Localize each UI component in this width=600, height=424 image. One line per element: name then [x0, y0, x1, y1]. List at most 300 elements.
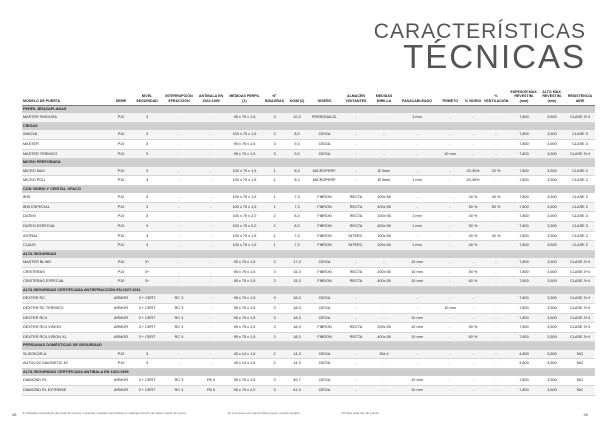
table-cell: 100x 55 [371, 241, 397, 251]
table-cell: 7,3 [286, 202, 308, 212]
table-cell: - [437, 221, 463, 231]
table-cell: 10 mm [397, 385, 437, 395]
column-header: ALMACÉN VISITANTES [345, 94, 367, 103]
column-header: DISEÑO [317, 98, 332, 103]
section-row [22, 250, 595, 258]
table-cell: 3,500 [539, 193, 565, 202]
table-cell: 45 x 14 x 1,5 [226, 350, 263, 359]
table-cell: Ø 3mm [371, 167, 397, 176]
table-cell: 50 % [463, 221, 483, 231]
table-cell: FIBRON [308, 323, 341, 333]
table-cell: - [162, 149, 196, 159]
table-cell: - [371, 140, 397, 150]
table-cell: 50 % [463, 323, 483, 333]
table-cell: P10 [110, 130, 132, 139]
table-cell: - [437, 113, 463, 122]
table-cell: RECTA [341, 193, 371, 202]
table-cell: - [437, 167, 463, 176]
table-cell: 400x 55 [371, 332, 397, 342]
table-cell: 1 mm [397, 212, 437, 222]
table-cell: - [463, 258, 483, 267]
table-cell: - [196, 303, 226, 313]
column-header: RESISTENCIA AIRE [567, 94, 593, 103]
table-cell: 3,500 [539, 323, 565, 333]
table-cell: 95 x 75 x 1,5 [226, 267, 263, 277]
table-cell: - [483, 140, 509, 150]
table-cell: 40 % [463, 241, 483, 251]
table-cell: - [483, 376, 509, 385]
table-cell: 3,500 [539, 332, 565, 342]
table-cell: P10 [110, 113, 132, 122]
table-cell: 100x 55 [371, 231, 397, 241]
table-cell: - [341, 294, 371, 303]
footnote: (1) Medidas orientativas del perfil de la lama. Consultar medidas específicas en catálogo técnico de cada modelo de puerta. [22, 411, 187, 415]
table-cell: 7,800 [509, 323, 539, 333]
table-cell: - [437, 323, 463, 333]
table-cell: - [341, 376, 371, 385]
table-cell: - [483, 130, 509, 139]
model-name: CRISTERAS [22, 267, 110, 277]
table-row [22, 350, 595, 359]
table-cell: 14,3 [286, 359, 308, 369]
table-row [22, 294, 595, 303]
table-row [22, 303, 595, 313]
table-cell: NIC [565, 359, 595, 369]
table-cell: 40 % [483, 231, 509, 241]
table-cell: 4,800 [509, 350, 539, 359]
table-cell: 10 mm [397, 376, 437, 385]
table-cell: 3,500 [539, 376, 565, 385]
column-header: Nº BISAGRAS [265, 94, 284, 103]
table-cell: - [483, 221, 509, 231]
table-cell: 3 [263, 313, 286, 323]
table-cell: P10 [110, 221, 132, 231]
table-cell: 3 [132, 176, 162, 186]
table-cell: - [162, 258, 196, 267]
table-cell: P10 [110, 202, 132, 212]
table-cell: 400x 55 [371, 221, 397, 231]
section-title: CIEGAS [22, 123, 595, 131]
table-cell: - [162, 231, 196, 241]
table-cell: 95 x 75 x 1,5 [226, 277, 263, 287]
table-cell: CLASE 3 [565, 212, 595, 222]
table-cell: 2 [263, 221, 286, 231]
table-cell: - [437, 277, 463, 287]
table-cell: 7,800 [509, 313, 539, 323]
table-cell: RECTA [341, 267, 371, 277]
table-cell: 35x 4 [371, 350, 397, 359]
footnote: (2) Los pesos son aproximados según modelo elegido. [227, 411, 301, 415]
table-cell: 100 x 75 x 1,5 [226, 241, 263, 251]
table-cell: - [463, 313, 483, 323]
table-cell: 100 x 75 x 1,5 [226, 202, 263, 212]
table-cell: 3 [132, 202, 162, 212]
table-cell: - [341, 130, 371, 139]
table-cell: - [437, 385, 463, 395]
table-cell: - [437, 176, 463, 186]
section-title: PERFIL BRAZAPLANAS [22, 106, 595, 114]
table-cell: 7,800 [509, 303, 539, 313]
table-cell: - [463, 385, 483, 395]
table-cell: 400x 55 [371, 202, 397, 212]
table-cell: FIBRON [308, 212, 341, 222]
table-row [22, 193, 595, 202]
table-cell: CIEGA [308, 140, 341, 150]
table-cell: - [397, 294, 437, 303]
table-cell: - [196, 149, 226, 159]
table-cell: - [371, 313, 397, 323]
table-cell: 100 x 75 x 1,5 [226, 167, 263, 176]
table-cell: 15,3 [286, 277, 308, 287]
table-cell: 60 % [463, 277, 483, 287]
table-cell: 3+ [132, 277, 162, 287]
table-cell: - [341, 303, 371, 313]
table-cell: 3 [132, 130, 162, 139]
table-cell: - [483, 323, 509, 333]
table-cell: 7,800 [509, 258, 539, 267]
table-cell: - [341, 140, 371, 150]
table-cell: CLASE 3+4 [565, 277, 595, 287]
table-cell: 3 [263, 113, 286, 122]
table-cell: 8,3 [286, 167, 308, 176]
table-cell: - [162, 113, 196, 122]
table-cell: - [437, 332, 463, 342]
table-cell: INTERC. [341, 231, 371, 241]
table-cell: RECTA [341, 332, 371, 342]
model-name: DEXTER RC4 VISION XL [22, 332, 110, 342]
column-header: MEDIDAS PERFIL (1) [229, 94, 260, 103]
table-cell: - [371, 376, 397, 385]
table-cell: 3 [132, 193, 162, 202]
table-cell: - [196, 212, 226, 222]
table-cell: 3,500 [539, 241, 565, 251]
table-cell: 7,800 [509, 241, 539, 251]
column-header: NIVEL SEGURIDAD [136, 94, 158, 103]
table-cell: 1 [263, 193, 286, 202]
table-cell: 95 x 75 x 1,5 [226, 140, 263, 150]
section-title: CON VIDRIO Y CRISTAL OPACO [22, 185, 595, 193]
table-cell: RC 3 [162, 376, 196, 385]
table-cell: CLASE 3+4 [565, 149, 595, 159]
table-cell: 3,500 [539, 167, 565, 176]
table-cell: - [162, 193, 196, 202]
table-cell: ARMOR [110, 313, 132, 323]
table-cell: 14,3 [286, 350, 308, 359]
table-cell: P10 [110, 176, 132, 186]
table-cell: 1 [263, 231, 286, 241]
table-cell: 3 [132, 113, 162, 122]
table-cell: 3 [132, 221, 162, 231]
table-cell: 95 x 75 x 1,5 [226, 332, 263, 342]
section-row [22, 368, 595, 376]
table-cell: 100 x 75 x 1,5 [226, 130, 263, 139]
table-cell: - [341, 350, 371, 359]
table-cell: - [371, 149, 397, 159]
table-cell: ARMOR [110, 294, 132, 303]
table-cell: 10 mm [397, 323, 437, 333]
table-cell: 100x 55 [371, 193, 397, 202]
table-cell: 20-30% [463, 167, 483, 176]
table-cell: 3 [263, 385, 286, 395]
table-cell: CIEGA [308, 303, 341, 313]
column-header: MEDIDAS MIRILLA [375, 94, 393, 103]
table-cell: 3 [263, 376, 286, 385]
table-cell: RC 4 [162, 313, 196, 323]
table-cell: 3 [263, 332, 286, 342]
table-cell: - [162, 167, 196, 176]
table-cell: RECTA [341, 323, 371, 333]
table-cell: 18,3 [286, 294, 308, 303]
table-cell: - [437, 212, 463, 222]
table-cell: - [162, 350, 196, 359]
table-cell: - [196, 130, 226, 139]
table-cell: 7,800 [509, 376, 539, 385]
table-cell: 3,500 [539, 202, 565, 212]
table-cell: MICROPERF. [308, 167, 341, 176]
table-cell: 7,800 [509, 113, 539, 122]
table-cell: NIC [565, 385, 595, 395]
table-cell: 3 + CERT [132, 294, 162, 303]
table-cell: FIBRON [308, 231, 341, 241]
table-cell: P10 [110, 277, 132, 287]
table-cell: 3 [263, 277, 286, 287]
table-cell: 3+ [132, 267, 162, 277]
table-cell: FB 6 [196, 385, 226, 395]
table-cell: FIBRON [308, 332, 341, 342]
table-cell: - [196, 241, 226, 251]
table-cell: - [397, 231, 437, 241]
model-name: DEXTER RC TERMICO [22, 303, 110, 313]
table-cell: 3,500 [539, 350, 565, 359]
table-cell: 3 [263, 303, 286, 313]
table-cell: - [162, 140, 196, 150]
table-row [22, 130, 595, 139]
table-cell: 3,500 [539, 313, 565, 323]
table-cell: 3 + CERT [132, 303, 162, 313]
table-cell: 49,7 [286, 376, 308, 385]
table-cell: - [483, 359, 509, 369]
table-cell: 3 [132, 231, 162, 241]
table-cell: 3,500 [539, 221, 565, 231]
model-name: DIAMOND RL EXTREME [22, 385, 110, 395]
table-cell: CIEGA [308, 359, 341, 369]
table-cell: - [341, 113, 371, 122]
table-cell: P10 [110, 258, 132, 267]
table-cell: - [483, 385, 509, 395]
table-cell: 10 mm [397, 258, 437, 267]
table-row [22, 176, 595, 186]
table-cell: 3,500 [539, 130, 565, 139]
table-cell: RC 3 [162, 303, 196, 313]
table-cell: - [437, 359, 463, 369]
column-header: ALTO MAX. REVESTIM. (mm) [542, 89, 562, 103]
table-cell: ARMOR [110, 376, 132, 385]
table-cell: P10 [110, 359, 132, 369]
table-cell: FIBRON [308, 277, 341, 287]
table-cell: 3 [263, 130, 286, 139]
table-cell: P10 [110, 167, 132, 176]
table-cell: - [483, 332, 509, 342]
column-header: PASACABLEADO [401, 98, 433, 103]
table-cell: 3 + CERT [132, 332, 162, 342]
table-row [22, 202, 595, 212]
table-cell: - [463, 130, 483, 139]
table-cell: - [397, 350, 437, 359]
table-cell: - [437, 202, 463, 212]
table-cell: - [341, 258, 371, 267]
table-cell: 7,3 [286, 241, 308, 251]
table-cell: - [437, 350, 463, 359]
table-cell: CIEGA [308, 258, 341, 267]
table-cell: 1 [263, 176, 286, 186]
table-row [22, 241, 595, 251]
table-cell: RECTA [341, 202, 371, 212]
table-cell: 3 [263, 294, 286, 303]
table-cell: - [196, 277, 226, 287]
table-cell: - [463, 140, 483, 150]
table-cell: - [371, 130, 397, 139]
table-cell: - [341, 313, 371, 323]
table-cell: 40 % [463, 231, 483, 241]
column-header: TRIMETO [441, 98, 459, 103]
table-cell: 95 x 75 x 1,5 [226, 376, 263, 385]
table-cell: 10 mm [397, 313, 437, 323]
table-cell: - [437, 140, 463, 150]
table-cell: CLASE 2 [565, 241, 595, 251]
model-name: MASTER [22, 140, 110, 150]
table-cell: 3,500 [539, 176, 565, 186]
table-cell: Ø 3mm [371, 176, 397, 186]
table-cell: 3,500 [539, 303, 565, 313]
table-cell: - [437, 231, 463, 241]
table-cell: 3,500 [539, 258, 565, 267]
table-cell: - [463, 303, 483, 313]
table-cell: - [196, 294, 226, 303]
table-cell: 1 mm [397, 241, 437, 251]
table-cell: 7,800 [509, 167, 539, 176]
table-row [22, 212, 595, 222]
section-row [22, 159, 595, 167]
model-name: DEXTER RC4 VISION [22, 323, 110, 333]
table-cell: 400x 55 [371, 277, 397, 287]
table-cell: 18,3 [286, 332, 308, 342]
table-cell: FIBRON [308, 267, 341, 277]
table-cell: - [483, 277, 509, 287]
table-cell: P10 [110, 149, 132, 159]
table-cell: - [371, 359, 397, 369]
table-cell: - [196, 267, 226, 277]
table-cell: 10 mm [397, 277, 437, 287]
table-cell: - [162, 212, 196, 222]
table-cell: 10 mm [397, 332, 437, 342]
table-cell: 3,500 [539, 359, 565, 369]
table-cell: 3 [132, 149, 162, 159]
table-cell: - [341, 167, 371, 176]
table-cell: - [483, 149, 509, 159]
table-row [22, 140, 595, 150]
table-cell: 200x 55 [371, 323, 397, 333]
table-cell: CLASE 3 [565, 221, 595, 231]
table-cell: - [196, 323, 226, 333]
table-row [22, 323, 595, 333]
table-cell: - [483, 258, 509, 267]
column-header: MODELO DE PUERTA [23, 98, 61, 103]
table-cell: CIEGA [308, 149, 341, 159]
table-cell: - [483, 313, 509, 323]
column-header: INTERRUPCIÓN EFRACCIÓN [165, 94, 193, 103]
table-cell: - [483, 212, 509, 222]
table-cell: CLASE 3+4 [565, 313, 595, 323]
table-cell: - [483, 294, 509, 303]
table-row [22, 267, 595, 277]
column-header: SERIE [115, 98, 127, 103]
table-row [22, 313, 595, 323]
table-cell: 3 mm [397, 113, 437, 122]
column-header: KG/M (2) [289, 98, 305, 103]
table-cell: 3,500 [539, 267, 565, 277]
table-cell: P10 [110, 267, 132, 277]
table-row [22, 376, 595, 385]
table-cell: - [196, 167, 226, 176]
table-cell: - [437, 267, 463, 277]
table-cell: - [483, 176, 509, 186]
table-cell: P10 [110, 212, 132, 222]
table-cell: 95 x 75 x 1,5 [226, 258, 263, 267]
column-header: % VENTILACIÓN [484, 94, 509, 103]
table-cell: 2 [263, 359, 286, 369]
table-cell: 95 x 75 x 1,5 [226, 303, 263, 313]
table-cell: 2 [263, 212, 286, 222]
table-cell: - [437, 130, 463, 139]
table-cell: 7,800 [509, 130, 539, 139]
table-cell: - [483, 267, 509, 277]
table-cell: - [437, 294, 463, 303]
table-row [22, 258, 595, 267]
table-cell: - [196, 332, 226, 342]
table-cell: 3 [263, 258, 286, 267]
column-header: % VIDRIO [464, 98, 482, 103]
table-cell: 7,800 [509, 332, 539, 342]
table-cell: - [437, 241, 463, 251]
footnotes [22, 411, 582, 415]
model-name: MASTER BLIND [22, 258, 110, 267]
table-cell: - [397, 303, 437, 313]
table-cell: - [483, 241, 509, 251]
table-cell: 7,800 [509, 212, 539, 222]
table-cell: 7,800 [509, 221, 539, 231]
table-cell: 45 x 14 x 1,5 [226, 359, 263, 369]
model-name: MICRO POLI [22, 176, 110, 186]
table-cell: - [162, 359, 196, 369]
table-cell: - [397, 130, 437, 139]
model-name: SLIDOKOR-A [22, 350, 110, 359]
table-cell: RECTA [341, 221, 371, 231]
table-cell: 8,3 [286, 176, 308, 186]
table-cell: P10 [110, 350, 132, 359]
table-row [22, 113, 595, 122]
table-cell: - [162, 221, 196, 231]
table-cell: - [196, 313, 226, 323]
table-cell: 3 + CERT [132, 313, 162, 323]
table-cell: CIEGA [308, 313, 341, 323]
table-cell: 18,3 [286, 323, 308, 333]
table-cell: 50 % [463, 267, 483, 277]
table-cell: 20 % [483, 167, 509, 176]
table-cell: 7,800 [509, 385, 539, 395]
table-cell: - [397, 202, 437, 212]
table-cell: 40 % [463, 193, 483, 202]
table-cell: 200x 55 [371, 267, 397, 277]
